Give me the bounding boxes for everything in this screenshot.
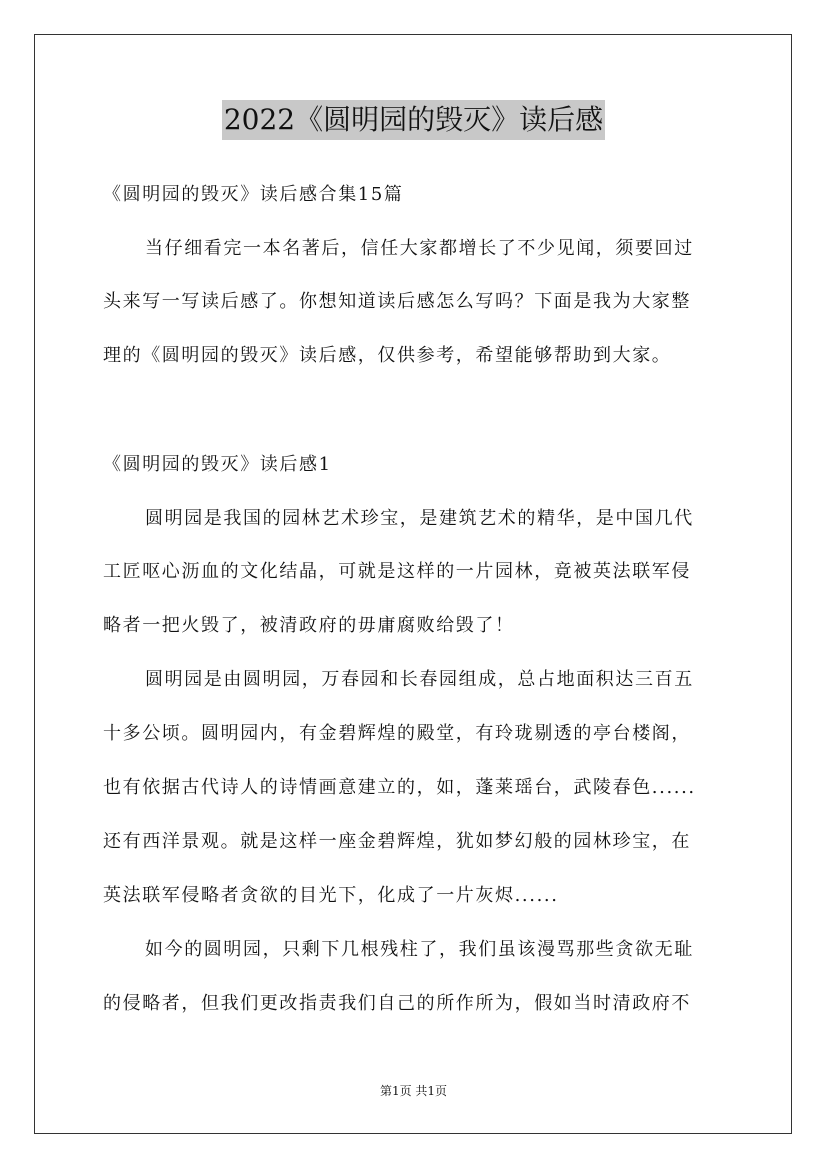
title-block: [0, 100, 827, 140]
paragraph-line: 如今的圆明园，只剩下几根残柱了，我们虽该漫骂那些贪欲无耻: [145, 939, 694, 960]
paragraph-line: 的侵略者，但我们更改指责我们自己的所作所为，假如当时清政府不: [103, 993, 691, 1014]
paragraph-line: 工匠呕心沥血的文化结晶，可就是这样的一片园林，竟被英法联军侵: [103, 561, 691, 582]
paragraph-line: 头来写一写读后感了。你想知道读后感怎么写吗？下面是我为大家整: [103, 291, 691, 312]
section-heading: 《圆明园的毁灭》读后感1: [103, 454, 332, 475]
paragraph-line: 当仔细看完一本名著后，信任大家都增长了不少见闻，须要回过: [145, 238, 694, 259]
page-footer: 第1页 共1页: [379, 1084, 448, 1098]
document-title: 2022《圆明园的毁灭》读后感: [222, 100, 605, 140]
paragraph-line: 英法联军侵略者贪欲的目光下，化成了一片灰烬......: [103, 885, 559, 906]
paragraph-line: 略者一把火毁了，被清政府的毋庸腐败给毁了！: [103, 615, 515, 636]
paragraph-line: 理的《圆明园的毁灭》读后感，仅供参考，希望能够帮助到大家。: [103, 345, 672, 366]
paragraph-line: 圆明园是我国的园林艺术珍宝，是建筑艺术的精华，是中国几代: [145, 508, 694, 529]
paragraph-line: 还有西洋景观。就是这样一座金碧辉煌，犹如梦幻般的园林珍宝，在: [103, 831, 691, 852]
paragraph-line: 也有依据古代诗人的诗情画意建立的，如，蓬莱瑶台，武陵春色......: [103, 777, 696, 798]
paragraph-line: 圆明园是由圆明园，万春园和长春园组成，总占地面积达三百五: [145, 669, 694, 690]
paragraph-line: 十多公顷。圆明园内，有金碧辉煌的殿堂，有玲珑剔透的亭台楼阁，: [103, 723, 691, 744]
subtitle-line: 《圆明园的毁灭》读后感合集15篇: [103, 184, 404, 205]
